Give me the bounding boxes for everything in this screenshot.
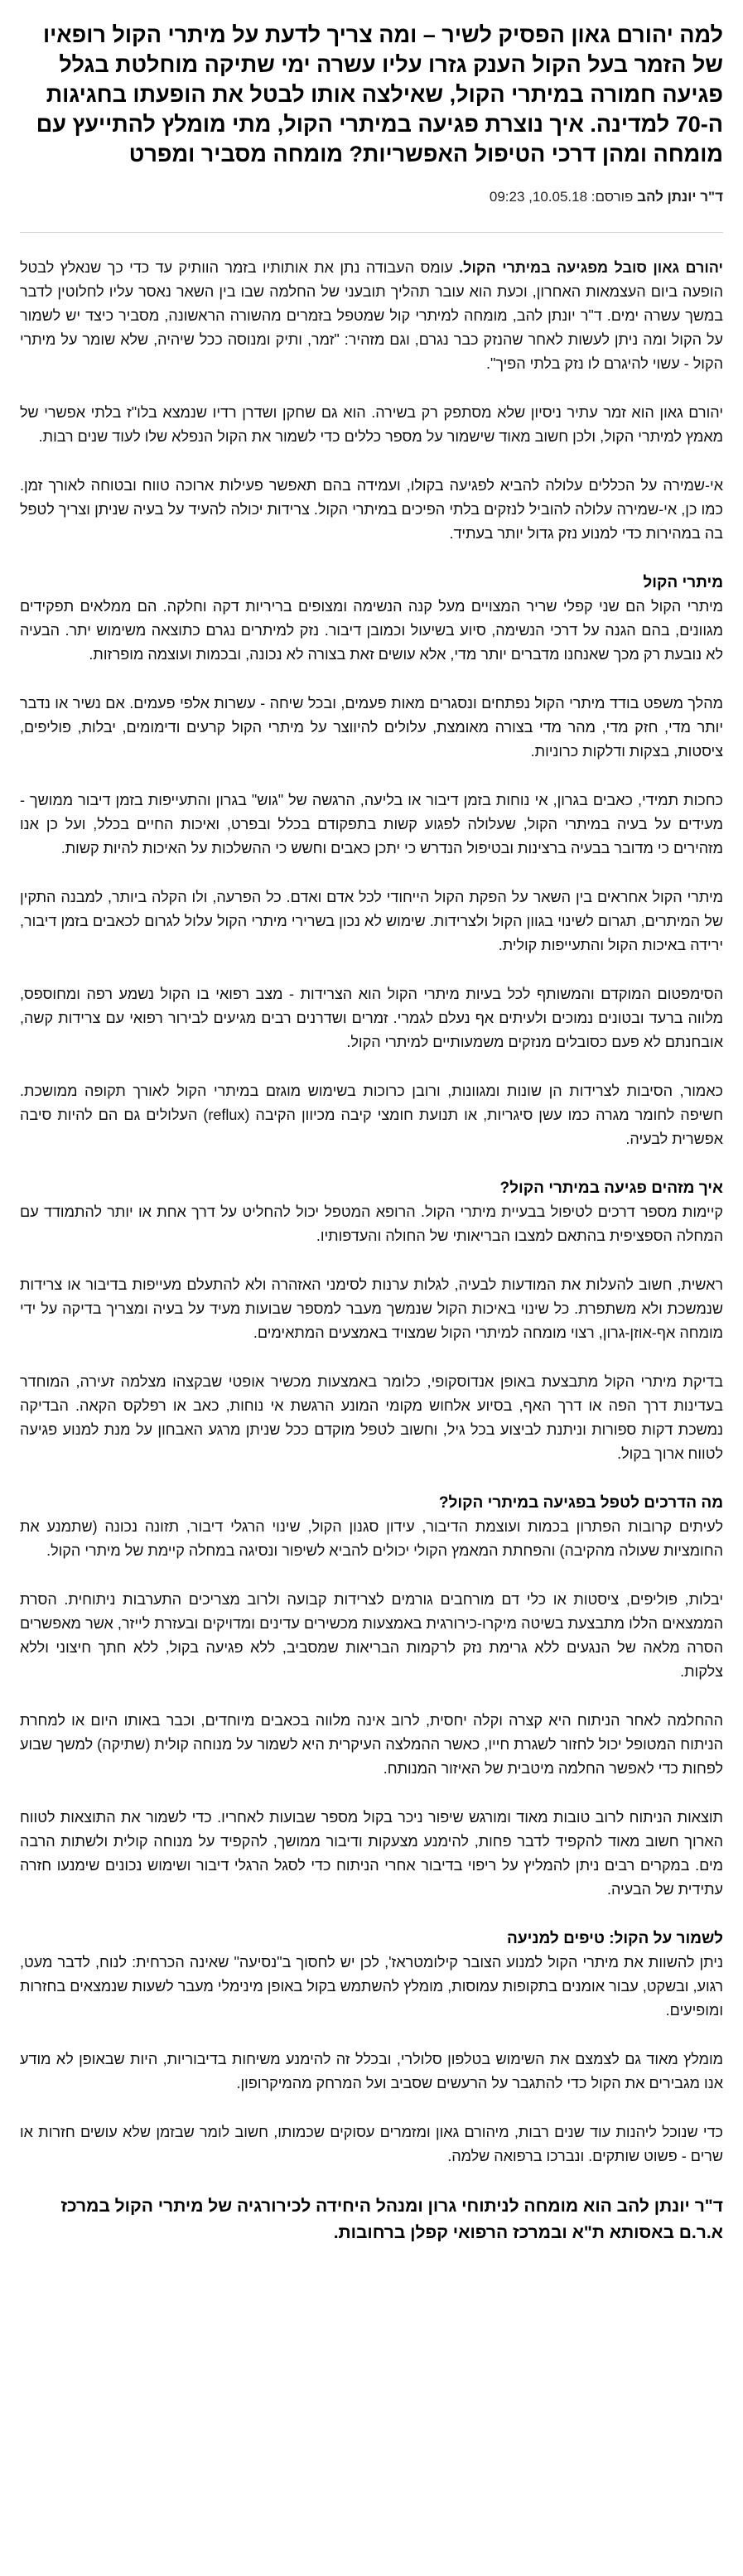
section-heading-treatment: מה הדרכים לטפל בפגיעה במיתרי הקול? [438,1494,723,1512]
publish-date: פורסם: 10.05.18, 09:23 [489,189,634,205]
paragraph: לעיתים קרובות הפתרון בכמות ועוצמת הדיבור, עידון סגנון הקול, שינוי הרגלי דיבור, תזונה נכונה (שתמנע את החומציות שעולה מהקיבה) והפחתת המאמץ הקולי יכולים להביא לשיפור ונסיגה במחלה קיימת של מיתרי הקול. [20,1518,723,1559]
article-title: למה יהורם גאון הפסיק לשיר – ומה צריך לדעת על מיתרי הקול רופאיו של הזמר בעל הקול הענק גזרו עליו עשרה ימי שתיקה מוחלטת בגלל פגיעה חמורה במיתרי הקול, שאילצה אותו לבטל את הופעתו בחגיגות ה-70 למדינה. איך נוצרת פגיעה במיתרי הקול, מתי מומלץ להתייעץ עם מומחה ומהן דרכי הטיפול האפשריות? מומחה מסביר ומפרט [36,22,723,166]
paragraph: ראשית, חשוב להעלות את המודעות לבעיה, לגלות ערנות לסימני האזהרה ולא להתעלם מעייפות בדיבור או צרידות שנמשכת ולא משתפרת. כל שינוי באיכות הקול שנמשך מעבר למספר שבועות מעיד על בעיה ומצריך בדיקה על ידי מומחה אף-אוזן-גרון, רצוי מומחה למיתרי הקול שמצויד באמצעים המתאימים. [20,1276,723,1341]
paragraph: כדי שנוכל ליהנות עוד שנים רבות, מיהורם גאון ומזמרים עסוקים שכמותו, חשוב לומר שבזמן שלא עושים חזרות או שרים - פשוט שותקים. ונברכו ברפואה שלמה. [20,2124,723,2164]
section-heading-diagnosis: איך מזהים פגיעה במיתרי הקול? [499,1179,723,1197]
intro-lead: יהורם גאון סובל מפגיעה במיתרי הקול. [459,259,723,276]
author-bio: ד"ר יונתן להב הוא מומחה לניתוחי גרון ומנהל היחידה לכירורגיה של מיתרי הקול במרכז א.ר.ם באסותא ת"א ובמרכז הרפואי קפלן ברחובות. [60,2197,723,2242]
paragraph: מהלך משפט בודד מיתרי הקול נפתחים ונסגרים מאות פעמים, ובכל שיחה - עשרות אלפי פעמים. אם נשיר או נדבר יותר מדי, חזק מדי, מהר מדי בצורה מאומצת, עלולים להיווצר על מיתרי הקול קרעים ודימומים, יבלות, פוליפים, ציסטות, בצקות ודלקות כרוניות. [20,695,723,760]
paragraph: תוצאות הניתוח לרוב טובות מאוד ומורגש שיפור ניכר בקול מספר שבועות לאחריו. כדי לשמור את התוצאות לטווח הארוך חשוב מאוד להקפיד לדבר פחות, להימנע מצעקות ודיבור ממושך, להקפיד על מנוחה קולית ולשתות הרבה מים. במקרים רבים ניתן להמליץ על ריפוי בדיבור אחרי הניתוח כדי לסגל הרגלי דיבור ושימוש נכונים שימנעו חזרה עתידית של הבעיה. [20,1809,723,1898]
paragraph: מיתרי הקול הם שני קפלי שריר המצויים מעל קנה הנשימה ומצופים בריריות דקה וחלקה. הם ממלאים תפקידים מגוונים, בהם הגנה על דרכי הנשימה, סיוע בשיעול וכמובן דיבור. נזק למיתרים נגרם כתוצאה משימוש יתר. הבעיה לא נובעת רק מכך שאנחנו מדברים יותר מדי, אלא עושים זאת בצורה לא נכונה, ובכמות ועוצמה מופרזות. [20,598,723,663]
section-heading-tips: לשמור על הקול: טיפים למניעה [507,1930,723,1947]
paragraph: הסימפטום המוקדם והמשותף לכל בעיות מיתרי הקול הוא הצרידות - מצב רפואי בו הקול נשמע רפה ומחוספס, מלווה ברעד ובטונים נמוכים ולעיתים אף נעלם לגמרי. זמרים ושדרנים רבים מגיעים לבירור רפואי עם צרידות קשה, אובחנתם לא פעם כסובלים מנזקים משמעותיים למיתרי הקול. [20,986,723,1050]
article-byline [20,187,723,207]
author-name[interactable]: ד"ר יונתן להב [637,189,723,205]
paragraph: קיימות מספר דרכים לטיפול בבעיית מיתרי הקול. הרופא המטפל יכול להחליט על דרך אחת או יותר להתמודד עם המחלה הספציפית בהתאם למצבו הבריאותי של החולה והעדפותיו. [20,1204,723,1244]
paragraph-intro [20,256,723,376]
paragraph: יבלות, פוליפים, ציסטות או כלי דם מורחבים גורמים לצרידות קבועה ולרוב מצריכים התערבות ניתוחית. הסרת הממצאים הללו מתבצעת בשיטה מיקרו-כירורגית באמצעות מכשירים עדינים ומדויקים ובעזרת לייזר, אשר מאפשרים הסרה מלאה של הנגעים ללא גרימת נזק לרקמות הבריאות שמסביב, ללא פגיעה בקול, ללא חתך חיצוני וללא צלקות. [20,1591,723,1680]
section-heading-vocal-cords: מיתרי הקול [643,574,723,591]
intro-text: עומס העבודה נתן את אותותיו בזמר הוותיק עד כדי כך שנאלץ לבטל הופעה ביום העצמאות האחרון, וכעת הוא עובר תהליך תובעני של החלמה שבו בין השאר נאסר עליו לחלוטין לדבר במשך עשרה ימים. ד"ר יונתן להב, מומחה למיתרי קול שמטפל בזמרים מהשורה הראשונה, מסביר כיצד יש לשמור על הקול ומה ניתן לעשות לאחר שהנזק כבר נגרם, וגם מזהיר: "זמר, ותיק ומנוסה ככל שיהיה, שלא שומר על מיתרי הקול - עשוי להיגרם לו נזק בלתי הפיך". [20,259,723,372]
paragraph: מומלץ מאוד גם לצמצם את השימוש בטלפון סלולרי, ובכלל זה להימנע משיחות בדיבוריות, היות שבאופן לא מודע אנו מגבירים את הקול כדי להתגבר על הרעשים שסביב ועל המרחק מהמיקרופון. [20,2051,723,2091]
paragraph: ההחלמה לאחר הניתוח היא קצרה וקלה יחסית, לרוב אינה מלווה בכאבים מיוחדים, וכבר באותו היום או למחרת הניתוח המטופל יכול לחזור לשגרת חייו, כאשר ההמלצה העיקרית היא לשמור על מנוחה קולית (שתיקה) למשך שבוע לפחות כדי לאפשר החלמה מיטבית של האיזור המנותח. [19,1712,723,1777]
paragraph: ניתן להשוות את מיתרי הקול למנוע הצובר קילומטראז', לכן יש לחסוך ב"נסיעה" שאינה הכרחית: לנוח, לדבר מעט, רגוע, ובשקט, עבור אומנים בתקופות עמוסות, מומלץ להשתמש בקול באופן מינימלי מעבר לשעות שנמצאים בחזרות ומופיעים. [20,1954,723,2019]
paragraph: כאמור, הסיבות לצרידות הן שונות ומגוונות, ורובן כרוכות בשימוש מוגזם במיתרי הקול לאורך תקופה ממושכת. חשיפה לחומר מגרה כמו עשן סיגריות, או תנועת חומצי קיבה מכיוון הקיבה (reflux) העלולים גם הם להיות סיבה אפשרית לבעיה. [20,1083,723,1147]
paragraph: כחכות תמידי, כאבים בגרון, אי נוחות בזמן דיבור או בליעה, הרגשה של "גוש" בגרון והתעייפות בזמן דיבור ממושך - מעידים על בעיה במיתרי הקול, שעלולה לפגוע קשות בתפקודם בכלל ובפרט, ואיכות החיים בכלל, ועל כן אנו מזהירים כי מדובר בבעיה ברצינות ובטיפול הנדרש כי יתכן כאבים וחשש כי ההשלכות על האיכות להיות קשות. [20,792,723,856]
header-divider [20,232,723,233]
paragraph: יהורם גאון הוא זמר עתיר ניסיון שלא מסתפק רק בשירה. הוא גם שחקן ושדרן רדיו שנמצא בלו"ז בלתי אפשרי של מאמץ למיתרי הקול, ולכן חשוב מאוד שישמור על מספר כללים כדי לשמור את הקול הנפלא שלו לעוד שנים רבות. [20,404,723,445]
paragraph: אי-שמירה על הכללים עלולה להביא לפגיעה בקולו, ועמידה בהם תאפשר פעילות ארוכה טווח ובטוחה לאורך זמן. כמו כן, אי-שמירה עלולה להוביל לנזקים בלתי הפיכים במיתרי הקול. צרידות יכולה להעיד על בעיה שניתן וצריך לטפל בה במהירות כדי למנוע נזק גדול יותר בעתיד. [20,477,723,542]
paragraph: מיתרי הקול אחראים בין השאר על הפקת הקול הייחודי לכל אדם ואדם. כל הפרעה, ולו הקלה ביותר, למבנה התקין של המיתרים, תגרום לשינוי בגוון הקול ולצרידות. שימוש לא נכון בשרירי מיתרי הקול עלול לגרום לכאבים בזמן דיבור, ירידה באיכות הקול והתעייפות קולית. [20,889,723,953]
paragraph: בדיקת מיתרי הקול מתבצעת באופן אנדוסקופי, כלומר באמצעות מכשיר אופטי שבקצהו מצלמה זעירה, המוחדר בעדינות דרך הפה או דרך האף, בסיוע אלחוש מקומי המונע הרגשת אי נוחות, כאב או רפלקס הקאה. הבדיקה נמשכת דקות ספורות וניתנת לביצוע בכל גיל, וחשוב לטפל מוקדם ככל שניתן מרגע האבחון על מנת למנוע פגיעה לטווח ארוך בקול. [20,1373,723,1462]
